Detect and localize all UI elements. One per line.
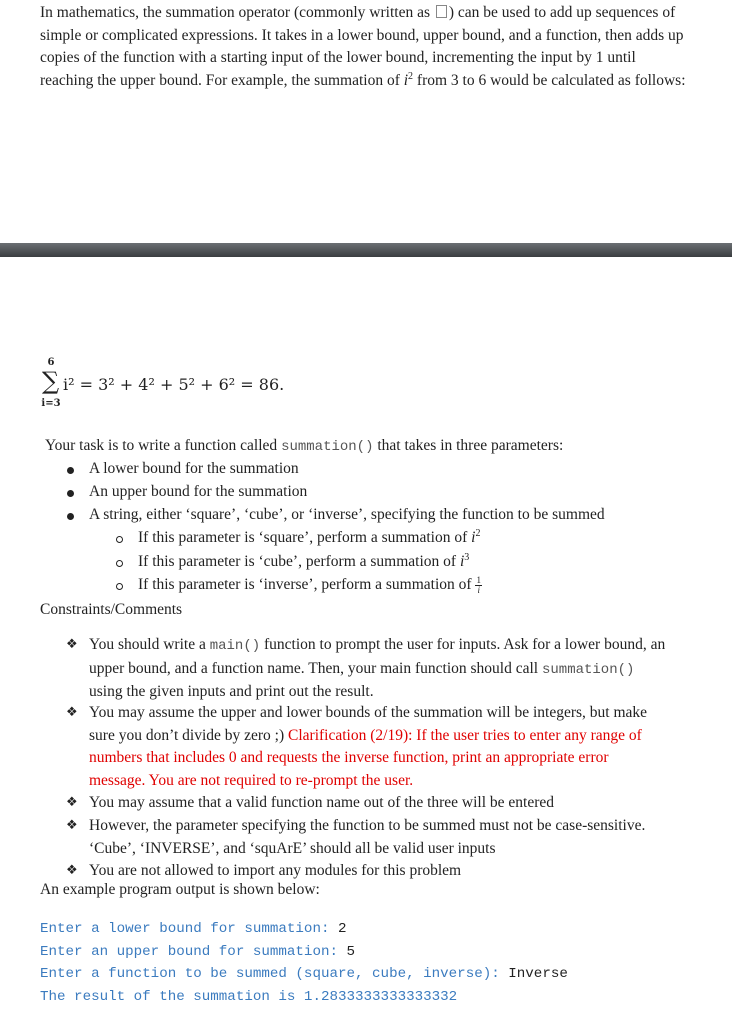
- sub-parameter-text: If this parameter is ‘square’, perform a summation of: [138, 529, 468, 546]
- constraint-text: [89, 634, 668, 704]
- console-input: 2: [338, 921, 347, 937]
- clarification-note: Clarification (2/19): If the user tries to enter any range of numbers that includes 0 and requests the inverse function, print an appropriate error message. You are not required to re-prompt the user.: [89, 726, 642, 789]
- parameter-text: A lower bound for the summation: [89, 460, 299, 477]
- console-line: [40, 986, 568, 1009]
- intro-exponent: 2: [408, 70, 414, 82]
- sigma-upper-bound: 6: [47, 357, 55, 368]
- console-result: The result of the summation is 1.2833333333333332: [40, 988, 458, 1005]
- intro-variable: i: [403, 71, 409, 89]
- intro-text-3: from 3 to 6 would be calculated as follows:: [416, 71, 686, 89]
- console-input: Inverse: [508, 966, 568, 982]
- diamond-bullet-icon: ❖: [66, 863, 78, 878]
- bullet-icon: [67, 490, 74, 497]
- sub-parameter-exponent: 3: [464, 552, 470, 563]
- summation-function-code: summation(): [541, 661, 635, 678]
- intro-text-2: ) can be used to add up sequences of simple or complicated expressions. It takes in a lower bound, upper bound, and a function, then adds up copies of the function with a starting input of the lower bound, incrementing the input by 1 until reaching the upper bound. For example, the summation of: [40, 4, 684, 89]
- diamond-bullet-icon: ❖: [66, 637, 78, 652]
- inverse-fraction: [475, 576, 482, 595]
- task-statement: [45, 437, 563, 455]
- constraint-item: [68, 860, 668, 883]
- constraint-1-part-b: function to prompt the user for inputs. Ask for a lower bound, an upper bound, and a function name. Then, your main function should call: [89, 636, 666, 677]
- sub-parameter-variable: i: [459, 553, 465, 570]
- constraint-text: However, the parameter specifying the function to be summed must not be case-sensitive. ‘Cube’, ‘INVERSE’, and ‘squArE’ should all be valid user inputs: [89, 817, 646, 857]
- sub-parameter-text: If this parameter is ‘cube’, perform a summation of: [138, 553, 457, 570]
- task-suffix: that takes in three parameters:: [377, 437, 564, 454]
- example-label: An example program output is shown below:: [40, 881, 320, 898]
- constraint-item: [68, 702, 668, 792]
- constraint-text: [89, 702, 668, 792]
- sub-parameter-variable: i: [471, 529, 476, 546]
- task-prefix: Your task is to write a function called: [45, 437, 278, 454]
- diamond-bullet-icon: ❖: [66, 705, 78, 720]
- constraints-heading: Constraints/Comments: [40, 601, 183, 618]
- main-function-code: main(): [209, 638, 261, 654]
- sub-parameter-content: [138, 576, 482, 595]
- circle-bullet-icon: [116, 583, 123, 590]
- console-prompt: Enter a lower bound for summation:: [40, 921, 338, 937]
- circle-bullet-icon: [116, 536, 123, 543]
- constraint-item: [68, 815, 688, 860]
- console-prompt: Enter a function to be summed (square, cube, inverse):: [40, 966, 509, 982]
- sigma-placeholder-icon: [436, 5, 447, 18]
- constraint-text: You are not allowed to import any modules for this problem: [89, 862, 462, 879]
- section-divider: [0, 243, 732, 257]
- console-output: [40, 918, 568, 1008]
- sub-parameter-exponent: 2: [475, 528, 481, 539]
- fraction-numerator: 1: [476, 575, 481, 585]
- console-line: [40, 918, 568, 941]
- sub-parameter-text: If this parameter is ‘inverse’, perform a summation of: [138, 576, 472, 593]
- circle-bullet-icon: [116, 560, 123, 567]
- console-line: [40, 941, 568, 964]
- parameter-text: A string, either ‘square’, ‘cube’, or ‘inverse’, specifying the function to be summed: [89, 506, 605, 523]
- parameter-text: An upper bound for the summation: [89, 483, 308, 500]
- console-prompt: Enter an upper bound for summation:: [40, 943, 347, 960]
- constraint-item: [68, 634, 668, 704]
- sub-parameter-content: [138, 529, 480, 547]
- console-input: 5: [346, 943, 356, 960]
- sigma-lower-bound: i=3: [41, 398, 61, 409]
- constraint-1-part-c: using the given inputs and print out the result.: [89, 683, 374, 700]
- sigma-symbol: ∑: [42, 367, 60, 395]
- fraction-denominator: i: [477, 585, 480, 595]
- task-function-name: summation(): [281, 439, 374, 455]
- bullet-icon: [67, 513, 74, 520]
- constraint-2-text: You may assume the upper and lower bounds of the summation will be integers, but make sure you don’t divide by zero ;): [89, 704, 648, 744]
- intro-paragraph: [40, 2, 690, 92]
- constraint-item: [68, 792, 668, 815]
- console-line: [40, 963, 568, 986]
- diamond-bullet-icon: ❖: [66, 795, 78, 810]
- constraint-text: You may assume that a valid function name out of the three will be entered: [89, 794, 555, 811]
- diamond-bullet-icon: ❖: [66, 818, 78, 833]
- sub-parameter-content: [138, 553, 469, 571]
- bullet-icon: [67, 467, 74, 474]
- constraint-1-part-a: You should write a: [89, 636, 206, 653]
- intro-text-1: In mathematics, the summation operator (commonly written as: [40, 4, 430, 21]
- formula-expression: i² = 3² + 4² + 5² + 6² = 86.: [63, 375, 285, 394]
